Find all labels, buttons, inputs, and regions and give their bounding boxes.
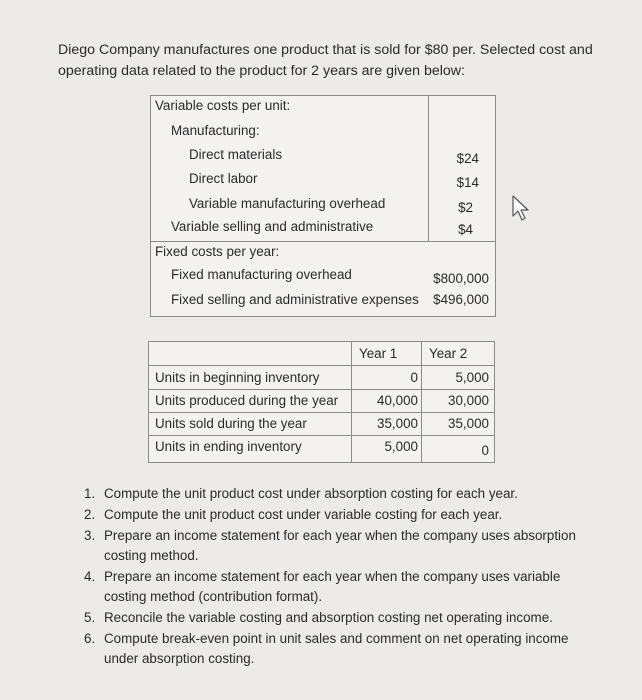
- fixed-overhead-label: Fixed manufacturing overhead: [171, 267, 352, 282]
- table-header-row: [149, 342, 494, 365]
- year-2-header: Year 2: [429, 346, 468, 361]
- direct-labor-value: $14: [456, 175, 479, 190]
- variable-selling-label: Variable selling and administrative: [171, 219, 374, 234]
- list-item: 6. Compute break-even point in unit sales and comment on net operating income under absorption costing.: [84, 631, 569, 666]
- year-1-value: 40,000: [377, 393, 418, 408]
- row-label: Units in beginning inventory: [155, 370, 320, 385]
- table-row: [149, 366, 494, 389]
- problem-intro: Diego Company manufactures one product that is sold for $80 per. Selected cost and operating data related to the product for 2 years are given below:: [58, 42, 593, 79]
- cost-data-table: [150, 95, 496, 317]
- units-table: [148, 341, 495, 463]
- variable-overhead-label: Variable manufacturing overhead: [189, 196, 386, 211]
- variable-overhead-value: $2: [458, 200, 473, 215]
- variable-costs-header: Variable costs per unit:: [155, 98, 291, 113]
- row-label: Units produced during the year: [155, 393, 339, 408]
- fixed-costs-header: Fixed costs per year:: [155, 244, 280, 259]
- year-1-value: 0: [410, 370, 418, 385]
- year-2-value: 35,000: [448, 416, 489, 431]
- list-item: 2. Compute the unit product cost under variable costing for each year.: [84, 507, 503, 522]
- direct-labor-label: Direct labor: [189, 171, 258, 186]
- fixed-selling-label: Fixed selling and administrative expenses: [171, 292, 419, 307]
- row-label: Units in ending inventory: [155, 439, 302, 454]
- manufacturing-header: Manufacturing:: [171, 123, 260, 138]
- year-2-value: 5,000: [455, 370, 489, 385]
- column-divider: [428, 96, 429, 241]
- row-divider: [151, 241, 495, 242]
- list-item: 3. Prepare an income statement for each year when the company uses absorption costing method.: [84, 528, 576, 563]
- year-1-value: 5,000: [384, 439, 418, 454]
- table-row: [149, 389, 494, 412]
- year-2-value: 30,000: [448, 393, 489, 408]
- mouse-cursor-icon: [510, 194, 536, 222]
- year-2-value: 0: [481, 443, 489, 458]
- variable-selling-value: $4: [458, 222, 473, 237]
- list-item: 4. Prepare an income statement for each year when the company uses variable costing method (contribution format).: [84, 569, 561, 604]
- fixed-overhead-value: $800,000: [433, 271, 489, 286]
- year-1-value: 35,000: [377, 416, 418, 431]
- direct-materials-value: $24: [456, 151, 479, 166]
- row-label: Units sold during the year: [155, 416, 307, 431]
- question-list: [84, 484, 584, 670]
- table-row: [149, 435, 494, 458]
- list-item: 1. Compute the unit product cost under absorption costing for each year.: [84, 486, 518, 501]
- direct-materials-label: Direct materials: [189, 147, 283, 162]
- fixed-selling-value: $496,000: [433, 292, 489, 307]
- year-1-header: Year 1: [359, 346, 398, 361]
- table-row: [149, 412, 494, 435]
- list-item: 5. Reconcile the variable costing and absorption costing net operating income.: [84, 610, 553, 625]
